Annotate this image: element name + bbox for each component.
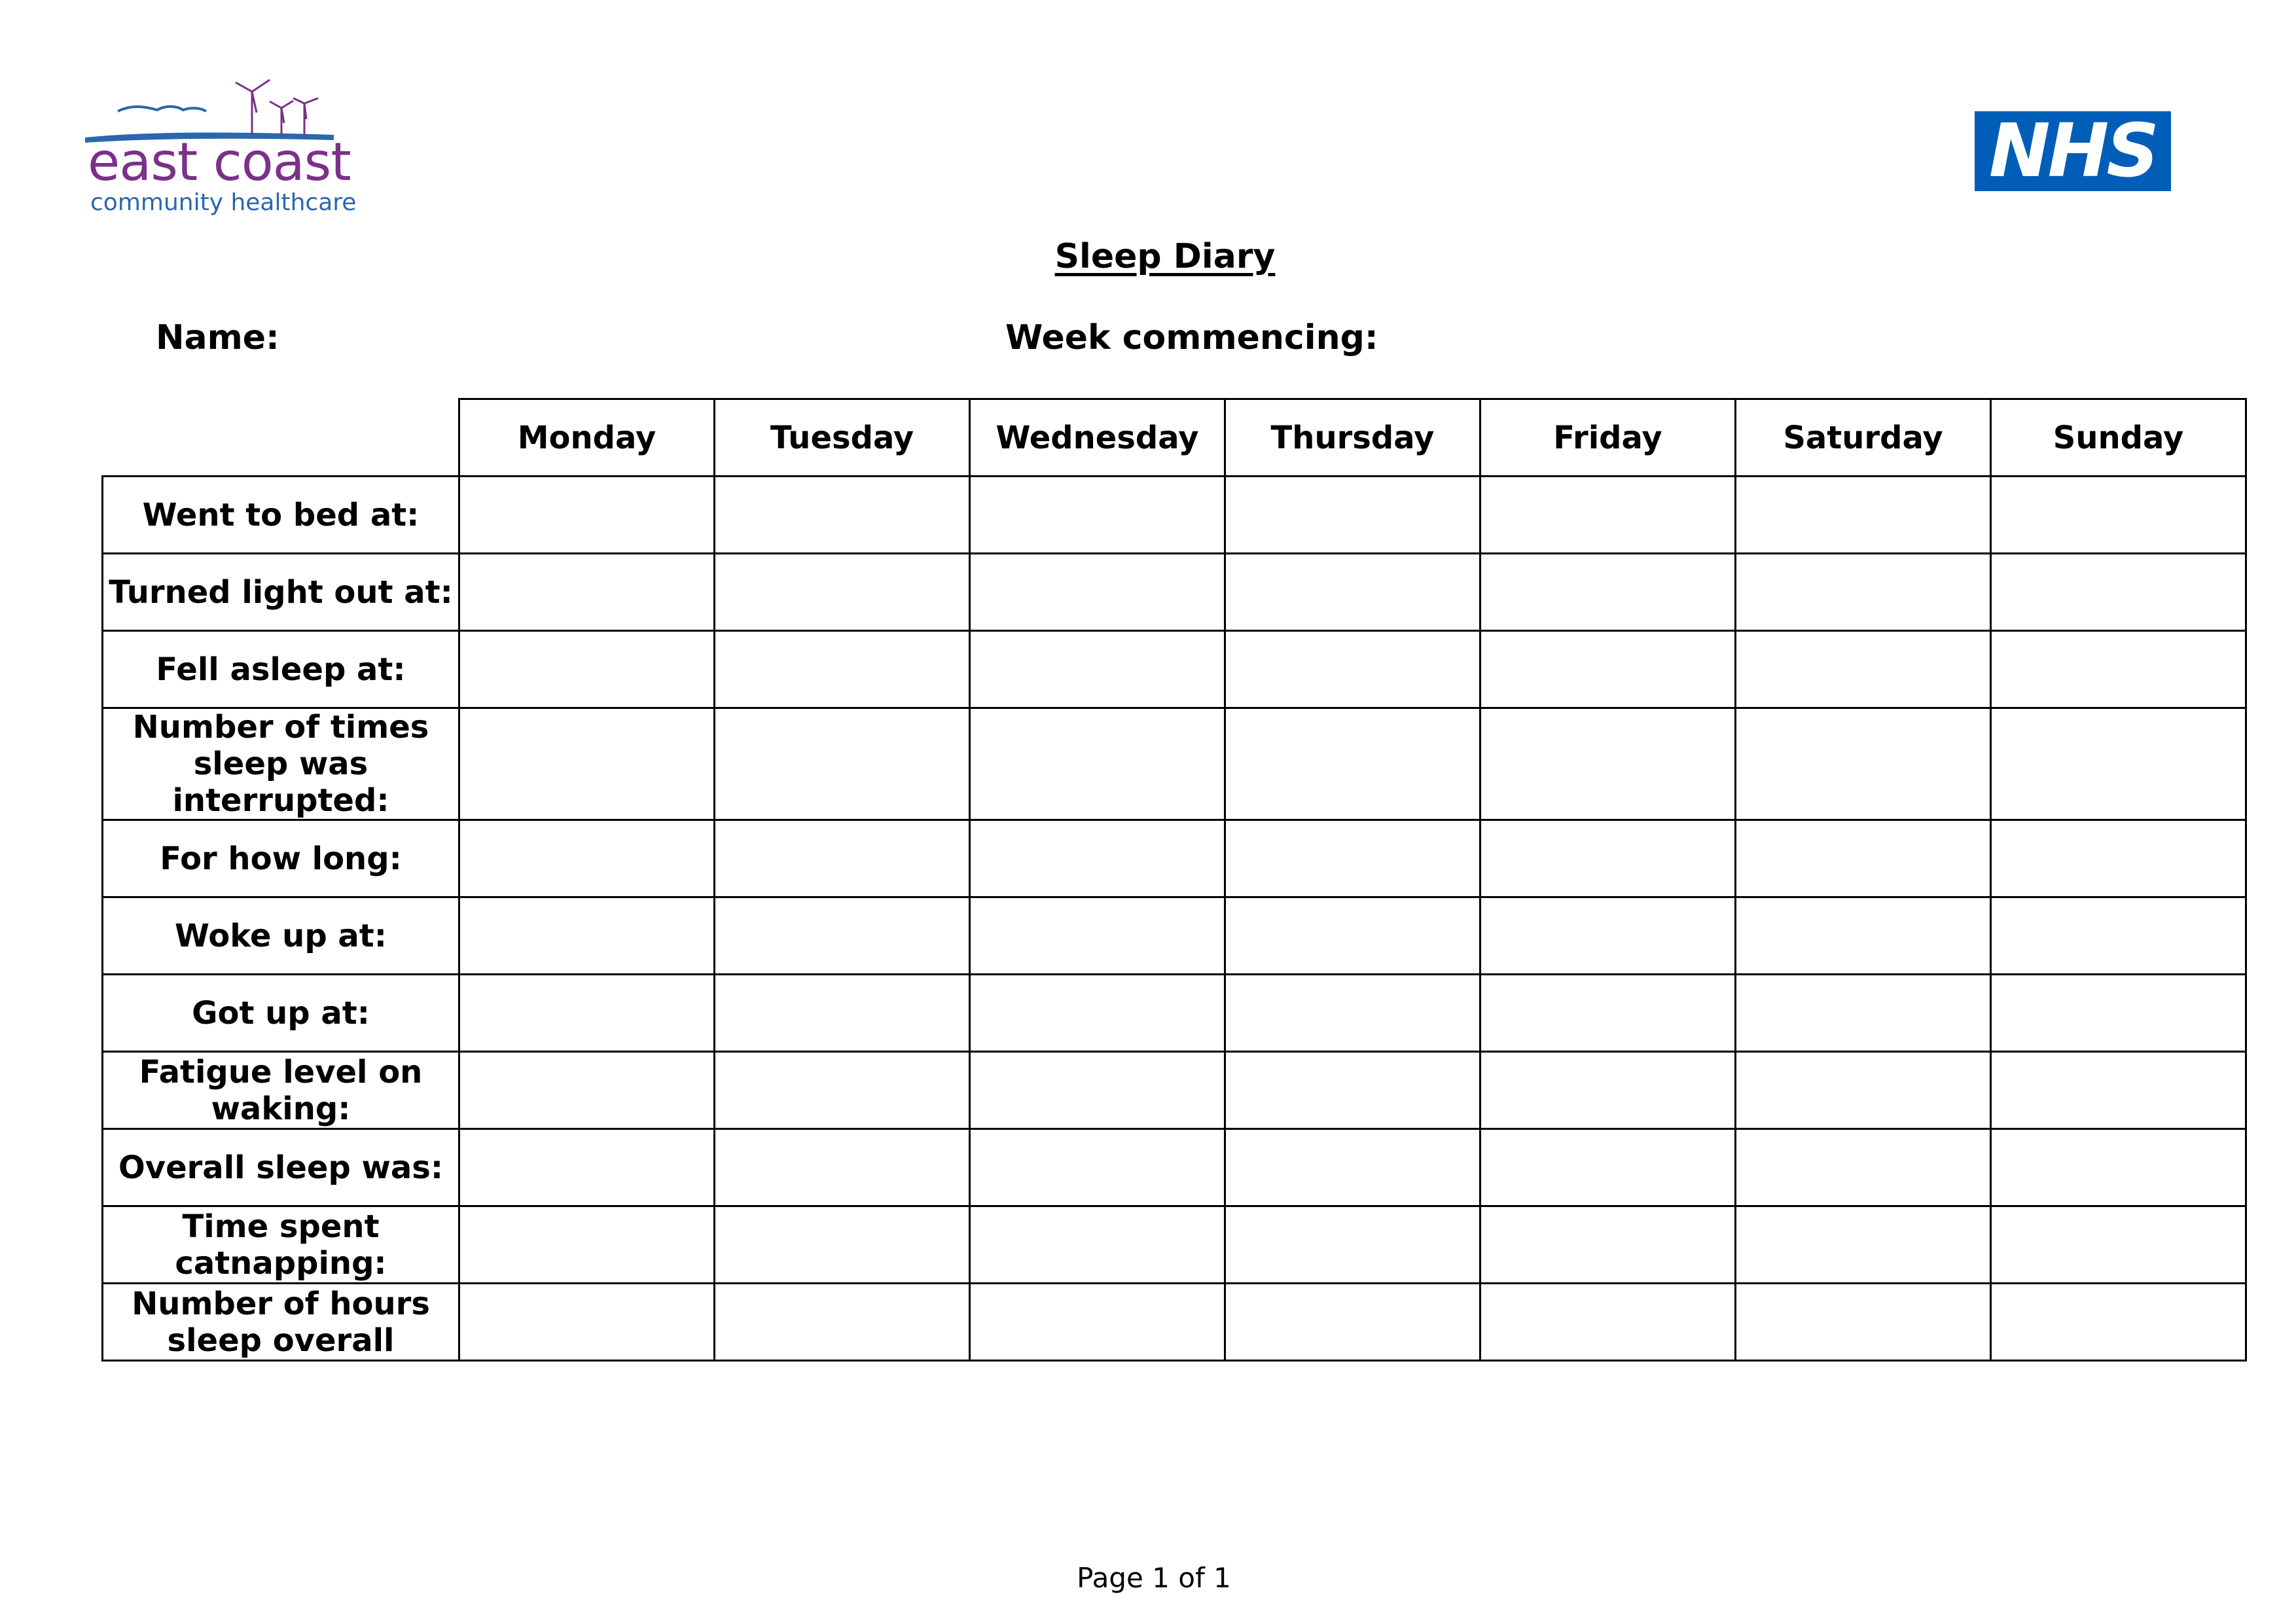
column-header-monday: Monday — [459, 399, 715, 477]
entry-cell[interactable] — [459, 1129, 715, 1206]
entry-cell[interactable] — [1225, 477, 1480, 554]
entry-cell[interactable] — [1991, 1284, 2246, 1361]
entry-cell[interactable] — [1225, 554, 1480, 631]
east-coast-logo — [85, 72, 360, 223]
entry-cell[interactable] — [1480, 554, 1736, 631]
entry-cell[interactable] — [970, 477, 1225, 554]
entry-cell[interactable] — [970, 820, 1225, 897]
row-label: Got up at: — [103, 975, 459, 1052]
entry-cell[interactable] — [1480, 1206, 1736, 1284]
entry-cell[interactable] — [1225, 1129, 1480, 1206]
entry-cell[interactable] — [1736, 1206, 1991, 1284]
row-label: Time spent catnapping: — [103, 1206, 459, 1284]
entry-cell[interactable] — [1480, 820, 1736, 897]
entry-cell[interactable] — [970, 554, 1225, 631]
org-logo-subtitle: community healthcare — [90, 189, 357, 216]
entry-cell[interactable] — [970, 708, 1225, 820]
entry-cell[interactable] — [1736, 1284, 1991, 1361]
entry-cell[interactable] — [1480, 1052, 1736, 1129]
table-row — [103, 897, 2246, 975]
column-header-thursday: Thursday — [1225, 399, 1480, 477]
entry-cell[interactable] — [1991, 820, 2246, 897]
entry-cell[interactable] — [1736, 1052, 1991, 1129]
table-row — [103, 631, 2246, 708]
entry-cell[interactable] — [715, 631, 970, 708]
entry-cell[interactable] — [459, 820, 715, 897]
entry-cell[interactable] — [1991, 1206, 2246, 1284]
entry-cell[interactable] — [970, 1129, 1225, 1206]
entry-cell[interactable] — [715, 1129, 970, 1206]
table-row — [103, 708, 2246, 820]
entry-cell[interactable] — [1991, 1052, 2246, 1129]
entry-cell[interactable] — [1225, 708, 1480, 820]
entry-cell[interactable] — [1225, 1052, 1480, 1129]
row-label: Went to bed at: — [103, 477, 459, 554]
entry-cell[interactable] — [1480, 708, 1736, 820]
entry-cell[interactable] — [1225, 820, 1480, 897]
entry-cell[interactable] — [1991, 554, 2246, 631]
entry-cell[interactable] — [715, 820, 970, 897]
entry-cell[interactable] — [970, 1052, 1225, 1129]
table-row — [103, 820, 2246, 897]
name-label: Name: — [156, 318, 279, 357]
entry-cell[interactable] — [459, 1284, 715, 1361]
entry-cell[interactable] — [459, 477, 715, 554]
entry-cell[interactable] — [1736, 477, 1991, 554]
org-logo-name: east coast — [88, 132, 351, 192]
entry-cell[interactable] — [970, 897, 1225, 975]
row-label: Number of times sleep was interrupted: — [103, 708, 459, 820]
row-label: Fatigue level on waking: — [103, 1052, 459, 1129]
table-row — [103, 1052, 2246, 1129]
table-corner-cell — [103, 399, 459, 477]
entry-cell[interactable] — [1225, 1284, 1480, 1361]
column-header-saturday: Saturday — [1736, 399, 1991, 477]
table-row — [103, 1284, 2246, 1361]
entry-cell[interactable] — [715, 1206, 970, 1284]
entry-cell[interactable] — [1991, 1129, 2246, 1206]
entry-cell[interactable] — [1480, 1129, 1736, 1206]
entry-cell[interactable] — [1225, 631, 1480, 708]
table-header-row — [103, 399, 2246, 477]
row-label: Overall sleep was: — [103, 1129, 459, 1206]
entry-cell[interactable] — [970, 1206, 1225, 1284]
sleep-diary-table — [101, 398, 2247, 1362]
entry-cell[interactable] — [459, 554, 715, 631]
entry-cell[interactable] — [459, 975, 715, 1052]
entry-cell[interactable] — [1991, 631, 2246, 708]
table-row — [103, 975, 2246, 1052]
row-label: Fell asleep at: — [103, 631, 459, 708]
week-commencing-label: Week commencing: — [1005, 318, 1378, 357]
row-label: Number of hours sleep overall — [103, 1284, 459, 1361]
document-title: Sleep Diary — [1054, 237, 1276, 276]
entry-cell[interactable] — [459, 708, 715, 820]
entry-cell[interactable] — [1736, 975, 1991, 1052]
row-label: For how long: — [103, 820, 459, 897]
entry-cell[interactable] — [1480, 631, 1736, 708]
table-row — [103, 1206, 2246, 1284]
entry-cell[interactable] — [1991, 708, 2246, 820]
nhs-logo-text: NHS — [1988, 109, 2157, 194]
entry-cell[interactable] — [1736, 554, 1991, 631]
entry-cell[interactable] — [1225, 1206, 1480, 1284]
entry-cell[interactable] — [1480, 975, 1736, 1052]
entry-cell[interactable] — [1736, 897, 1991, 975]
entry-cell[interactable] — [1225, 897, 1480, 975]
table-row — [103, 554, 2246, 631]
entry-cell[interactable] — [715, 477, 970, 554]
entry-cell[interactable] — [1736, 1129, 1991, 1206]
column-header-tuesday: Tuesday — [715, 399, 970, 477]
entry-cell[interactable] — [1991, 975, 2246, 1052]
nhs-logo — [1975, 109, 2171, 194]
page-number: Page 1 of 1 — [1077, 1562, 1231, 1594]
entry-cell[interactable] — [1736, 820, 1991, 897]
row-label: Woke up at: — [103, 897, 459, 975]
entry-cell[interactable] — [1225, 975, 1480, 1052]
entry-cell[interactable] — [970, 631, 1225, 708]
entry-cell[interactable] — [1480, 897, 1736, 975]
column-header-friday: Friday — [1480, 399, 1736, 477]
entry-cell[interactable] — [970, 1284, 1225, 1361]
entry-cell[interactable] — [970, 975, 1225, 1052]
entry-cell[interactable] — [1736, 708, 1991, 820]
entry-cell[interactable] — [1480, 1284, 1736, 1361]
entry-cell[interactable] — [715, 554, 970, 631]
column-header-wednesday: Wednesday — [970, 399, 1225, 477]
entry-cell[interactable] — [1991, 897, 2246, 975]
entry-cell[interactable] — [1991, 477, 2246, 554]
table-row — [103, 477, 2246, 554]
entry-cell[interactable] — [1480, 477, 1736, 554]
entry-cell[interactable] — [715, 708, 970, 820]
table-row — [103, 1129, 2246, 1206]
column-header-sunday: Sunday — [1991, 399, 2246, 477]
entry-cell[interactable] — [459, 1052, 715, 1129]
entry-cell[interactable] — [715, 897, 970, 975]
entry-cell[interactable] — [459, 1206, 715, 1284]
entry-cell[interactable] — [715, 1284, 970, 1361]
entry-cell[interactable] — [459, 631, 715, 708]
entry-cell[interactable] — [715, 1052, 970, 1129]
entry-cell[interactable] — [1736, 631, 1991, 708]
row-label: Turned light out at: — [103, 554, 459, 631]
entry-cell[interactable] — [459, 897, 715, 975]
entry-cell[interactable] — [715, 975, 970, 1052]
